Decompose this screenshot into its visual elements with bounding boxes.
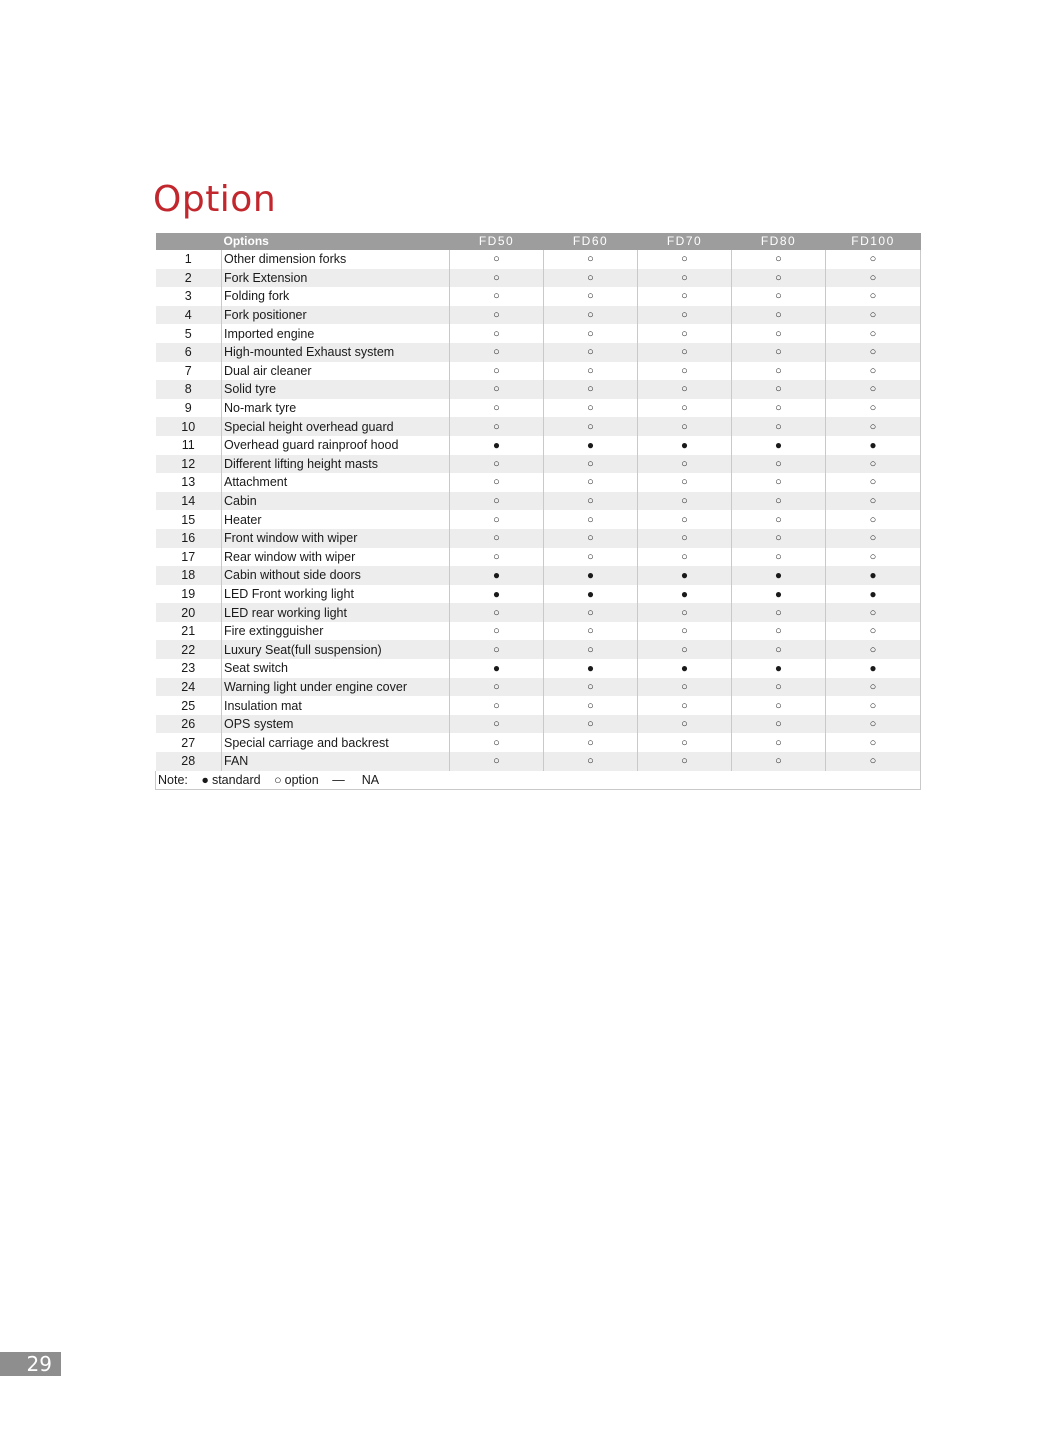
table-header [156,233,921,250]
availability-mark-fd100: ○ [826,715,921,734]
row-number: 16 [156,529,222,548]
table-row [156,585,921,604]
option-name: Seat switch [222,659,450,678]
option-name: High-mounted Exhaust system [222,343,450,362]
availability-mark-fd70: ○ [638,473,732,492]
table-row [156,399,921,418]
availability-mark-fd70: ○ [638,324,732,343]
table-row [156,510,921,529]
availability-mark-fd60: ○ [544,529,638,548]
table-row [156,529,921,548]
availability-mark-fd100: ● [826,566,921,585]
availability-mark-fd100: ● [826,436,921,455]
availability-mark-fd100: ○ [826,548,921,567]
option-name: Different lifting height masts [222,455,450,474]
availability-mark-fd50: ○ [450,362,544,381]
availability-mark-fd60: ○ [544,343,638,362]
availability-mark-fd60: ○ [544,640,638,659]
availability-mark-fd80: ○ [732,455,826,474]
availability-mark-fd60: ○ [544,548,638,567]
table-row [156,269,921,288]
availability-mark-fd80: ○ [732,640,826,659]
availability-mark-fd70: ○ [638,362,732,381]
availability-mark-fd60: ○ [544,622,638,641]
option-name: Solid tyre [222,380,450,399]
availability-mark-fd70: ○ [638,752,732,771]
row-number: 6 [156,343,222,362]
availability-mark-fd70: ● [638,436,732,455]
option-name: Front window with wiper [222,529,450,548]
table-row [156,715,921,734]
availability-mark-fd70: ○ [638,603,732,622]
availability-mark-fd70: ○ [638,417,732,436]
availability-mark-fd60: ○ [544,287,638,306]
legend-standard [201,773,260,787]
row-number: 11 [156,436,222,455]
availability-mark-fd80: ○ [732,696,826,715]
availability-mark-fd100: ○ [826,343,921,362]
availability-mark-fd100: ○ [826,362,921,381]
table-row [156,696,921,715]
availability-mark-fd50: ○ [450,548,544,567]
table-row [156,659,921,678]
availability-mark-fd50: ○ [450,417,544,436]
option-name: Insulation mat [222,696,450,715]
table-row [156,287,921,306]
option-name: Special height overhead guard [222,417,450,436]
availability-mark-fd50: ○ [450,510,544,529]
availability-mark-fd60: ○ [544,492,638,511]
availability-mark-fd70: ○ [638,733,732,752]
availability-mark-fd50: ○ [450,473,544,492]
availability-mark-fd50: ○ [450,306,544,325]
availability-mark-fd50: ○ [450,622,544,641]
row-number: 9 [156,399,222,418]
availability-mark-fd70: ● [638,659,732,678]
availability-mark-fd100: ○ [826,417,921,436]
row-number: 2 [156,269,222,288]
row-number: 15 [156,510,222,529]
availability-mark-fd100: ○ [826,622,921,641]
availability-mark-fd80: ○ [732,380,826,399]
availability-mark-fd100: ○ [826,473,921,492]
availability-mark-fd70: ○ [638,529,732,548]
option-name: Fork positioner [222,306,450,325]
availability-mark-fd60: ○ [544,696,638,715]
row-number: 4 [156,306,222,325]
option-name: LED rear working light [222,603,450,622]
availability-mark-fd50: ○ [450,324,544,343]
legend-na-label: NA [361,772,380,787]
availability-mark-fd80: ○ [732,510,826,529]
availability-mark-fd80: ○ [732,306,826,325]
availability-mark-fd100: ○ [826,455,921,474]
availability-mark-fd50: ○ [450,269,544,288]
table-row [156,473,921,492]
row-number: 23 [156,659,222,678]
availability-mark-fd70: ○ [638,399,732,418]
availability-mark-fd60: ● [544,585,638,604]
option-name: No-mark tyre [222,399,450,418]
row-number: 28 [156,752,222,771]
availability-mark-fd70: ○ [638,715,732,734]
availability-mark-fd100: ○ [826,640,921,659]
row-number: 5 [156,324,222,343]
availability-mark-fd80: ○ [732,324,826,343]
availability-mark-fd70: ○ [638,510,732,529]
availability-mark-fd80: ○ [732,733,826,752]
availability-mark-fd60: ○ [544,752,638,771]
availability-mark-fd70: ○ [638,640,732,659]
availability-mark-fd50: ● [450,436,544,455]
option-name: Fire extingguisher [222,622,450,641]
option-symbol-icon: ○ [274,772,282,787]
legend-option [274,773,319,787]
table-row [156,622,921,641]
option-name: FAN [222,752,450,771]
option-name: Special carriage and backrest [222,733,450,752]
availability-mark-fd50: ○ [450,287,544,306]
availability-mark-fd60: ○ [544,603,638,622]
option-name: OPS system [222,715,450,734]
availability-mark-fd60: ○ [544,715,638,734]
availability-mark-fd50: ○ [450,399,544,418]
row-number: 12 [156,455,222,474]
table-row [156,492,921,511]
table-row [156,678,921,697]
option-name: Other dimension forks [222,250,450,269]
header-model-fd70: FD70 [638,233,732,250]
option-name: Fork Extension [222,269,450,288]
availability-mark-fd100: ● [826,585,921,604]
header-options: Options [222,233,450,250]
availability-mark-fd80: ○ [732,603,826,622]
option-name: Overhead guard rainproof hood [222,436,450,455]
availability-mark-fd60: ○ [544,678,638,697]
availability-mark-fd100: ○ [826,287,921,306]
availability-mark-fd50: ● [450,566,544,585]
availability-mark-fd50: ○ [450,696,544,715]
table-row [156,380,921,399]
availability-mark-fd50: ○ [450,752,544,771]
availability-mark-fd100: ○ [826,250,921,269]
availability-mark-fd100: ○ [826,752,921,771]
row-number: 26 [156,715,222,734]
na-symbol-icon: — [332,772,345,787]
page-number: 29 [0,1352,61,1376]
row-number: 17 [156,548,222,567]
availability-mark-fd60: ○ [544,362,638,381]
availability-mark-fd50: ○ [450,640,544,659]
table-row [156,306,921,325]
availability-mark-fd70: ● [638,585,732,604]
legend-standard-label: standard [211,772,261,787]
row-number: 21 [156,622,222,641]
availability-mark-fd70: ○ [638,269,732,288]
table-row [156,548,921,567]
availability-mark-fd70: ○ [638,455,732,474]
page-title: Option [153,179,277,220]
availability-mark-fd100: ○ [826,324,921,343]
row-number: 3 [156,287,222,306]
availability-mark-fd80: ○ [732,399,826,418]
availability-mark-fd60: ○ [544,455,638,474]
table-row [156,733,921,752]
row-number: 14 [156,492,222,511]
availability-mark-fd80: ○ [732,250,826,269]
availability-mark-fd50: ○ [450,343,544,362]
option-name: Warning light under engine cover [222,678,450,697]
row-number: 7 [156,362,222,381]
availability-mark-fd70: ○ [638,696,732,715]
header-model-fd80: FD80 [732,233,826,250]
availability-mark-fd70: ○ [638,306,732,325]
legend-na [332,773,379,787]
availability-mark-fd100: ○ [826,510,921,529]
option-name: Heater [222,510,450,529]
option-name: Cabin [222,492,450,511]
availability-mark-fd50: ○ [450,678,544,697]
row-number: 10 [156,417,222,436]
availability-mark-fd100: ○ [826,306,921,325]
availability-mark-fd50: ○ [450,380,544,399]
table-row [156,455,921,474]
availability-mark-fd70: ○ [638,343,732,362]
availability-mark-fd60: ○ [544,733,638,752]
availability-mark-fd70: ○ [638,678,732,697]
availability-mark-fd80: ○ [732,473,826,492]
availability-mark-fd60: ○ [544,473,638,492]
row-number: 13 [156,473,222,492]
availability-mark-fd60: ○ [544,306,638,325]
availability-mark-fd60: ○ [544,250,638,269]
availability-mark-fd80: ● [732,436,826,455]
availability-mark-fd60: ○ [544,399,638,418]
table-row [156,250,921,269]
availability-mark-fd80: ○ [732,492,826,511]
availability-mark-fd80: ○ [732,715,826,734]
availability-mark-fd70: ○ [638,250,732,269]
option-name: Dual air cleaner [222,362,450,381]
header-model-fd60: FD60 [544,233,638,250]
row-number: 27 [156,733,222,752]
standard-symbol-icon: ● [201,772,209,787]
row-number: 8 [156,380,222,399]
availability-mark-fd80: ● [732,659,826,678]
row-number: 19 [156,585,222,604]
availability-mark-fd80: ○ [732,752,826,771]
availability-mark-fd50: ○ [450,603,544,622]
legend-row [156,771,921,790]
availability-mark-fd80: ○ [732,417,826,436]
availability-mark-fd80: ○ [732,529,826,548]
option-name: Rear window with wiper [222,548,450,567]
table-row [156,752,921,771]
option-name: Cabin without side doors [222,566,450,585]
table-row [156,603,921,622]
table-row [156,436,921,455]
row-number: 25 [156,696,222,715]
availability-mark-fd50: ○ [450,455,544,474]
availability-mark-fd70: ○ [638,622,732,641]
header-number [156,233,222,250]
availability-mark-fd100: ○ [826,603,921,622]
availability-mark-fd80: ○ [732,343,826,362]
row-number: 24 [156,678,222,697]
availability-mark-fd70: ○ [638,492,732,511]
availability-mark-fd60: ○ [544,380,638,399]
availability-mark-fd100: ○ [826,696,921,715]
availability-mark-fd100: ○ [826,269,921,288]
availability-mark-fd100: ○ [826,492,921,511]
legend-option-label: option [284,772,319,787]
table-row [156,566,921,585]
availability-mark-fd50: ○ [450,529,544,548]
availability-mark-fd100: ○ [826,529,921,548]
availability-mark-fd70: ○ [638,287,732,306]
availability-mark-fd80: ● [732,585,826,604]
availability-mark-fd80: ● [732,566,826,585]
availability-mark-fd50: ○ [450,715,544,734]
table-row [156,343,921,362]
availability-mark-fd80: ○ [732,622,826,641]
availability-mark-fd100: ○ [826,399,921,418]
availability-mark-fd50: ○ [450,733,544,752]
availability-mark-fd50: ○ [450,250,544,269]
row-number: 1 [156,250,222,269]
option-name: Folding fork [222,287,450,306]
row-number: 22 [156,640,222,659]
option-name: Luxury Seat(full suspension) [222,640,450,659]
availability-mark-fd60: ● [544,659,638,678]
availability-mark-fd80: ○ [732,362,826,381]
availability-mark-fd50: ● [450,585,544,604]
availability-mark-fd100: ○ [826,678,921,697]
availability-mark-fd70: ○ [638,548,732,567]
options-table [155,233,921,790]
availability-mark-fd80: ○ [732,678,826,697]
row-number: 20 [156,603,222,622]
availability-mark-fd60: ○ [544,510,638,529]
availability-mark-fd60: ● [544,566,638,585]
availability-mark-fd60: ○ [544,324,638,343]
availability-mark-fd60: ● [544,436,638,455]
availability-mark-fd80: ○ [732,269,826,288]
availability-mark-fd80: ○ [732,287,826,306]
row-number: 18 [156,566,222,585]
availability-mark-fd70: ● [638,566,732,585]
legend [156,771,921,790]
availability-mark-fd100: ● [826,659,921,678]
header-model-fd100: FD100 [826,233,921,250]
header-model-fd50: FD50 [450,233,544,250]
availability-mark-fd100: ○ [826,380,921,399]
availability-mark-fd80: ○ [732,548,826,567]
table-row [156,324,921,343]
availability-mark-fd70: ○ [638,380,732,399]
availability-mark-fd60: ○ [544,269,638,288]
availability-mark-fd50: ○ [450,492,544,511]
option-name: LED Front working light [222,585,450,604]
availability-mark-fd50: ● [450,659,544,678]
table-row [156,417,921,436]
legend-label: Note: [158,772,188,787]
table-row [156,640,921,659]
table-body [156,250,921,771]
availability-mark-fd100: ○ [826,733,921,752]
option-name: Attachment [222,473,450,492]
option-name: Imported engine [222,324,450,343]
availability-mark-fd60: ○ [544,417,638,436]
table-row [156,362,921,381]
